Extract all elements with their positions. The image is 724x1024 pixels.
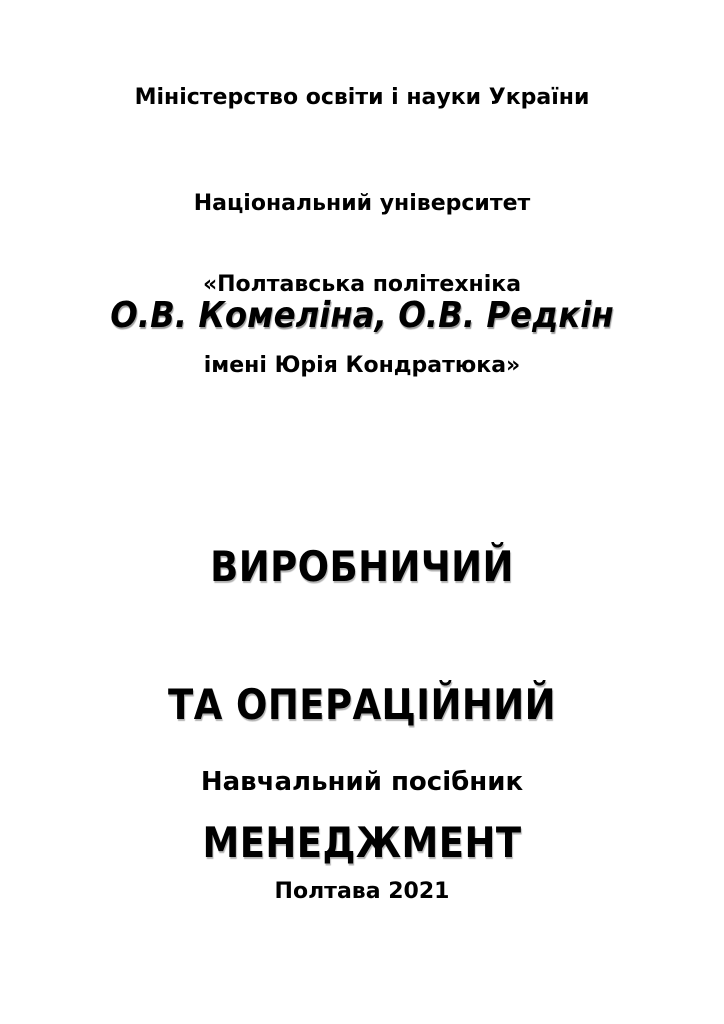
university-name-line-1: Національний університет: [193, 191, 531, 216]
ministry-line: Міністерство освіти і науки України: [134, 85, 590, 110]
university-name-block: [0, 136, 724, 433]
authors-line: О.В. Комеліна, О.В. Редкін: [110, 295, 614, 336]
book-title-line-1: ВИРОБНИЧИЙ: [210, 542, 514, 591]
book-title-line-2: ТА ОПЕРАЦІЙНИЙ: [168, 680, 556, 729]
subtitle: Навчальний посібник: [200, 767, 524, 797]
book-title-line-3: МЕНЕДЖМЕНТ: [202, 818, 522, 867]
university-name-line-2: «Полтавська політехніка: [202, 272, 522, 297]
imprint-city-year: Полтава 2021: [274, 879, 450, 904]
university-name-line-3: імені Юрія Кондратюка»: [203, 353, 521, 378]
